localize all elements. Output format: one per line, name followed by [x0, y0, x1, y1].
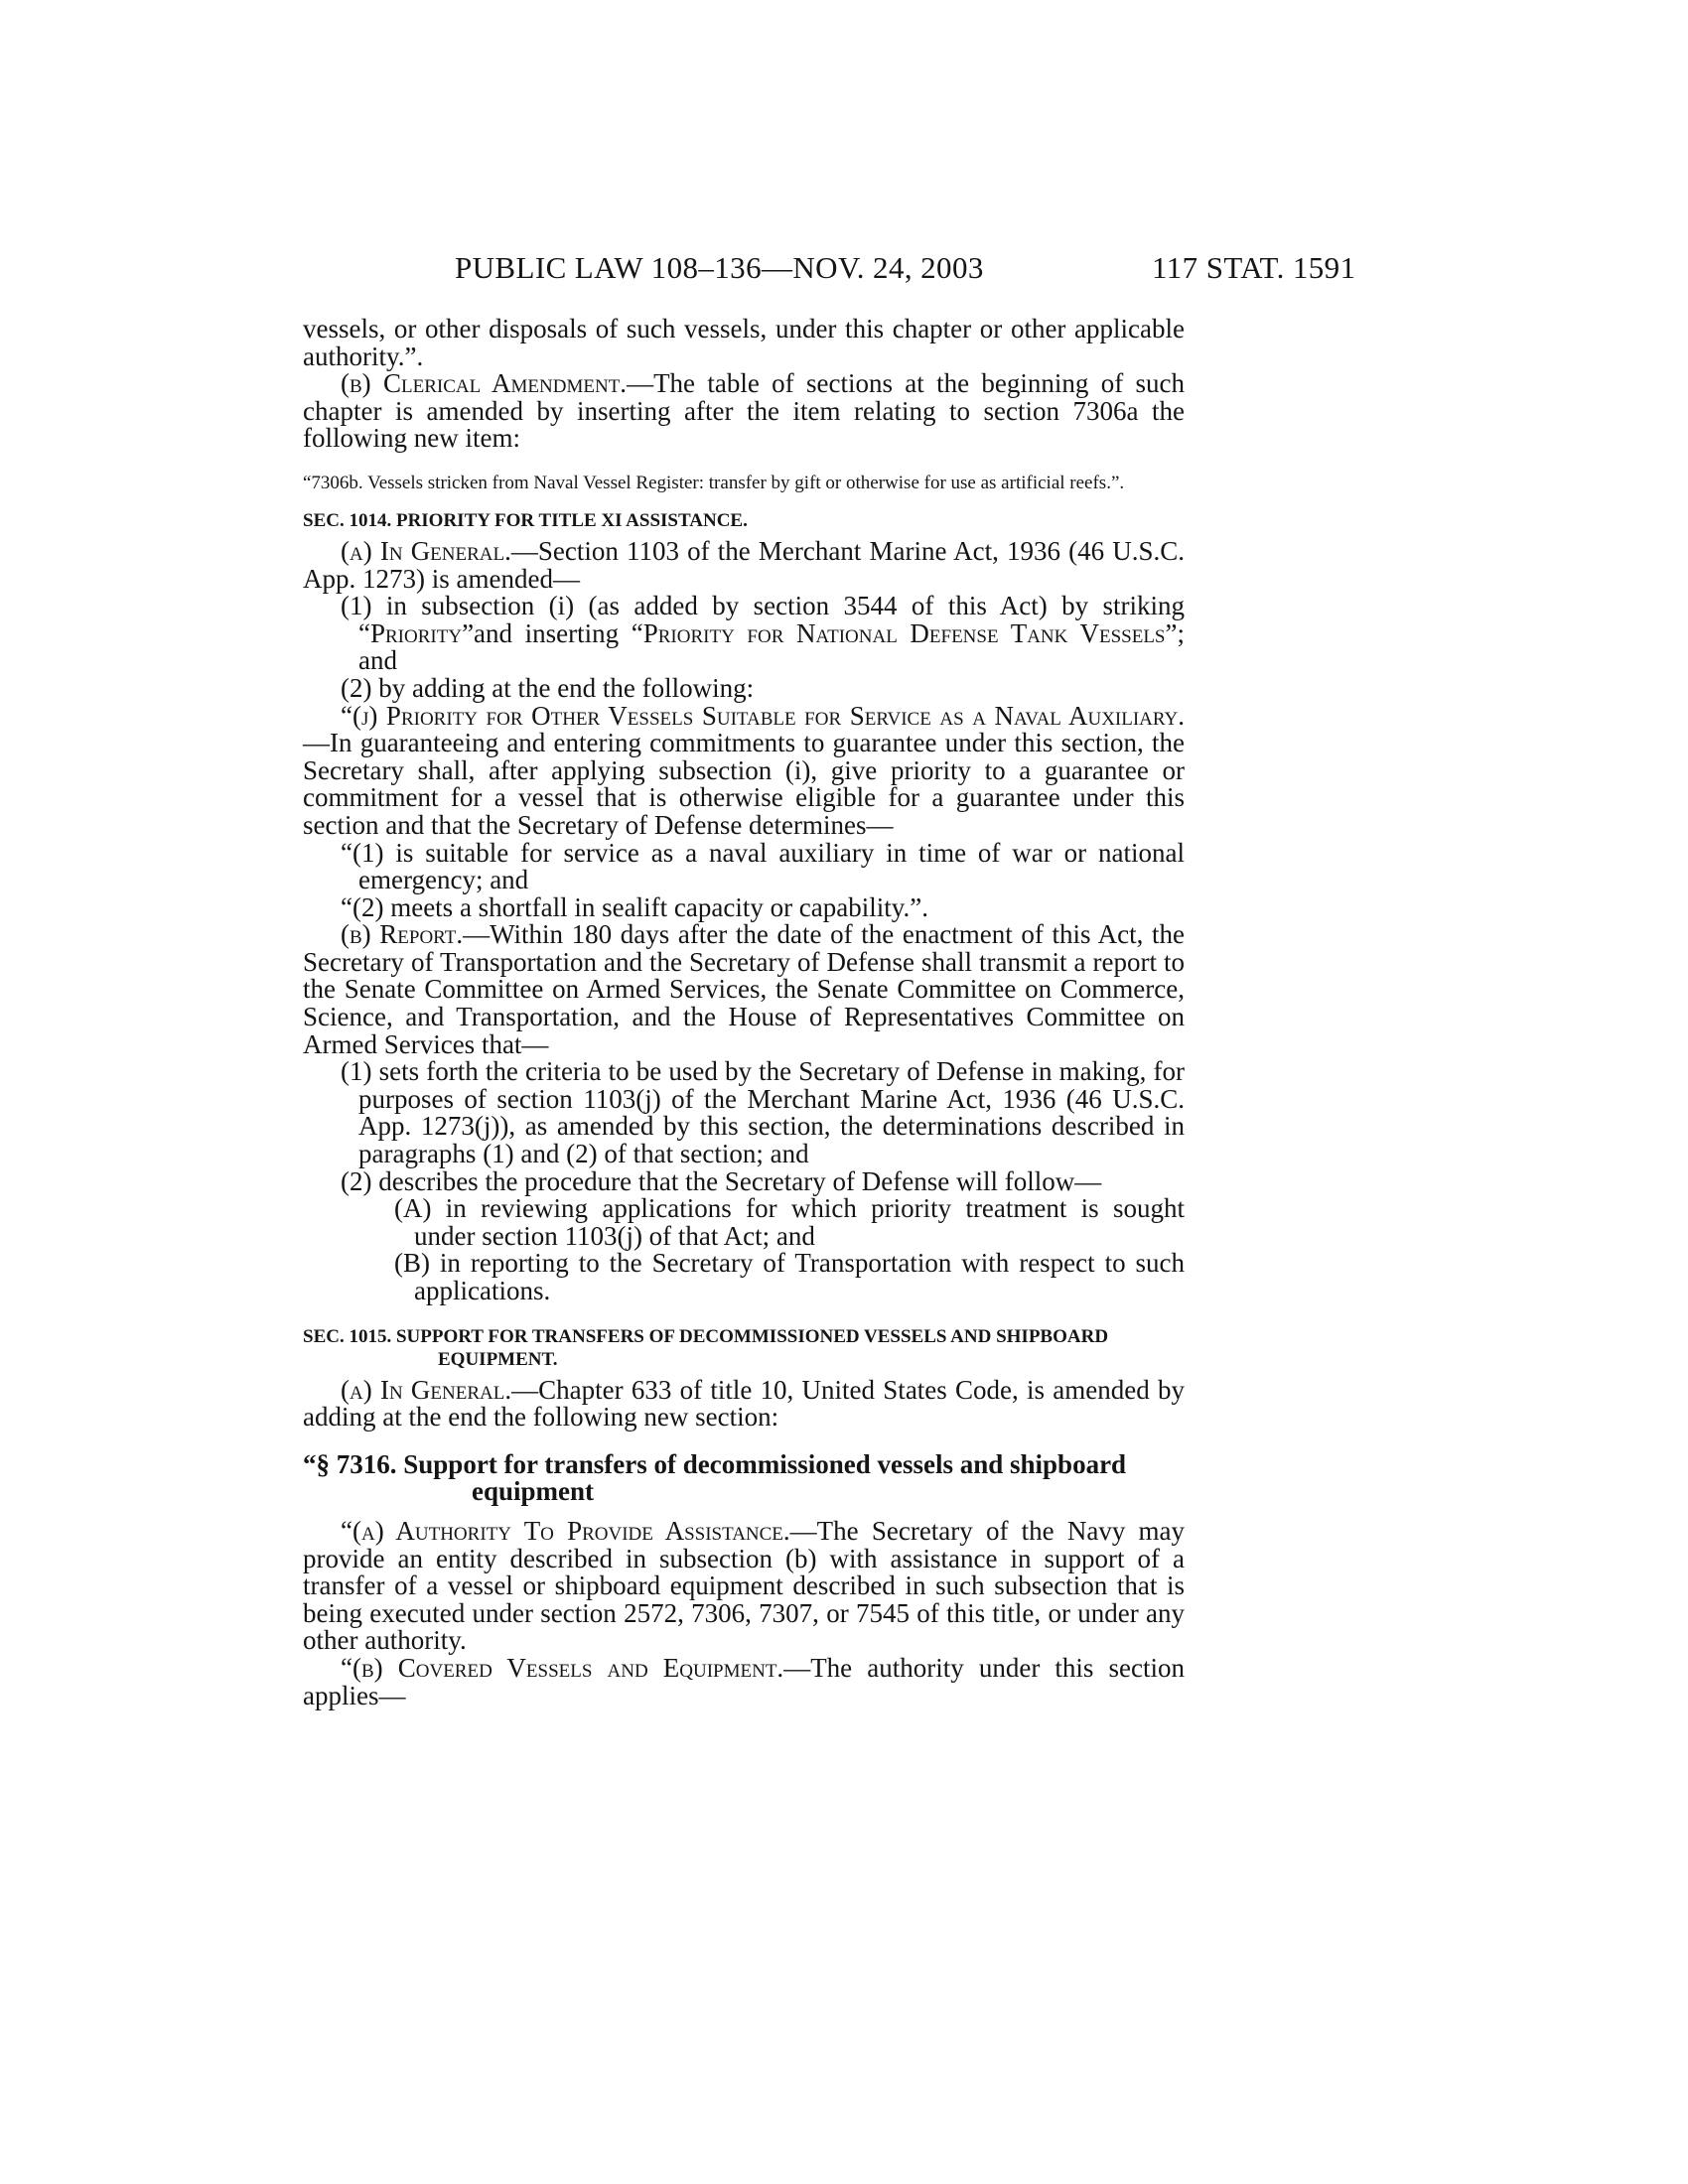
subsection-text: —In guaranteeing and entering commitments to guarantee under this section, the Secretary shall, after applying subsection (i), give priority to a guarantee or commitment for a vessel that is otherwise eligible for a guarantee under this section and that the Secretary of Defense determines—	[303, 728, 1185, 840]
paragraph-1014-j-1: “(1) is suitable for service as a naval auxiliary in time of war or national emergency; and	[341, 837, 1185, 895]
paragraph-1014-b-2: (2) describes the procedure that the Secretary of Defense will follow—	[341, 1165, 1102, 1196]
subsection-heading: “(a) Authority To Provide Assistance.	[341, 1515, 790, 1546]
subsection-text: —The Secretary of the Navy may provide an entity described in subsection (b) with assistance in support of a transfer of a vessel or shipboard equipment described in such subsection that is being executed under section 2572, 7306, 7307, or 7545 of this title, or under any other authority.	[303, 1515, 1185, 1656]
paragraph-7316-a	[303, 1515, 1185, 1656]
paragraph-1014-a-2: (2) by adding at the end the following:	[341, 672, 755, 703]
section-heading-1015: SEC. 1015. SUPPORT FOR TRANSFERS OF DECOMMISSIONED VESSELS AND SHIPBOARD EQUIPMENT.	[303, 1325, 1109, 1370]
paragraph-1015-a	[303, 1374, 1185, 1433]
clause-text: (1) in subsection (i) (as added by section 3544 of this Act) by striking “	[341, 591, 1185, 648]
paragraph-1014-b-2-A: (A) in reviewing applications for which priority treatment is sought under section 1103(j) of that Act; and	[394, 1193, 1185, 1251]
paragraph-continuation: vessels, or other disposals of such vessels, under this chapter or other applicable authority.”.	[303, 314, 1185, 371]
paragraph-1014-b	[303, 921, 1185, 1058]
subsection-heading: (a) In General.	[341, 1374, 512, 1405]
paragraph-1014-b-1: (1) sets forth the criteria to be used by the Secretary of Defense in making, for purposes of section 1103(j) of the Merchant Marine Act, 1936 (46 U.S.C. App. 1273(j)), as amended by this section, the determinations described in paragraphs (1) and (2) of that section; and	[341, 1056, 1185, 1169]
subsection-text: —Section 1103 of the Merchant Marine Act, 1936 (46 U.S.C. App. 1273) is amended—	[303, 535, 1185, 594]
subsection-heading: (b) Clerical Amendment.	[341, 368, 628, 399]
paragraph-1014-j-2: “(2) meets a shortfall in sealift capacity or capability.”.	[341, 891, 928, 922]
paragraph-clerical-amendment	[303, 370, 1185, 453]
clause-text: ”; and	[358, 617, 1185, 676]
paragraph-7316-b	[303, 1652, 1185, 1710]
paragraph-1014-a	[303, 535, 1185, 594]
paragraph-1014-a-1	[303, 593, 1185, 675]
quoted-heading: Priority	[369, 617, 463, 648]
running-header-page-number: 117 STAT. 1591	[1152, 250, 1356, 285]
subsection-text: —The authority under this section applies—	[303, 1652, 1185, 1710]
table-of-sections-item: “7306b. Vessels stricken from Naval Vessel Register: transfer by gift or otherwise for use as artificial reefs.”.	[303, 472, 1125, 493]
paragraph-1014-j	[303, 700, 1185, 840]
quoted-heading: Priority for National Defense Tank Vessels	[642, 617, 1166, 648]
running-header-title: PUBLIC LAW 108–136—NOV. 24, 2003	[455, 250, 984, 285]
subsection-text: —The table of sections at the beginning of such chapter is amended by inserting after the item relating to section 7306a the following new item:	[303, 368, 1186, 454]
section-heading-1014: SEC. 1014. PRIORITY FOR TITLE XI ASSISTANCE.	[303, 509, 748, 531]
clause-text: ”and inserting “	[462, 617, 643, 648]
subsection-text: —Chapter 633 of title 10, United States Code, is amended by adding at the end the following new section:	[303, 1374, 1185, 1433]
section-heading-7316: “§ 7316. Support for transfers of decommissioned vessels and shipboard equipment	[303, 1448, 1127, 1507]
document-body	[303, 316, 1185, 1709]
subsection-heading: (a) In General.	[341, 535, 511, 566]
subsection-heading: “(b) Covered Vessels and Equipment.	[341, 1652, 784, 1683]
subsection-heading: (b) Report.	[341, 919, 464, 950]
subsection-text: —Within 180 days after the date of the enactment of this Act, the Secretary of Transportation and the Secretary of Defense shall transmit a report to the Senate Committee on Armed Services, the Senate Committee on Commerce, Science, and Transportation, and the House of Representatives Committee on Armed Services that—	[303, 919, 1186, 1059]
paragraph-1014-b-2-B: (B) in reporting to the Secretary of Transportation with respect to such applications.	[394, 1248, 1185, 1305]
subsection-heading: “(j) Priority for Other Vessels Suitable for Service as a Naval Auxiliary.	[341, 700, 1185, 731]
